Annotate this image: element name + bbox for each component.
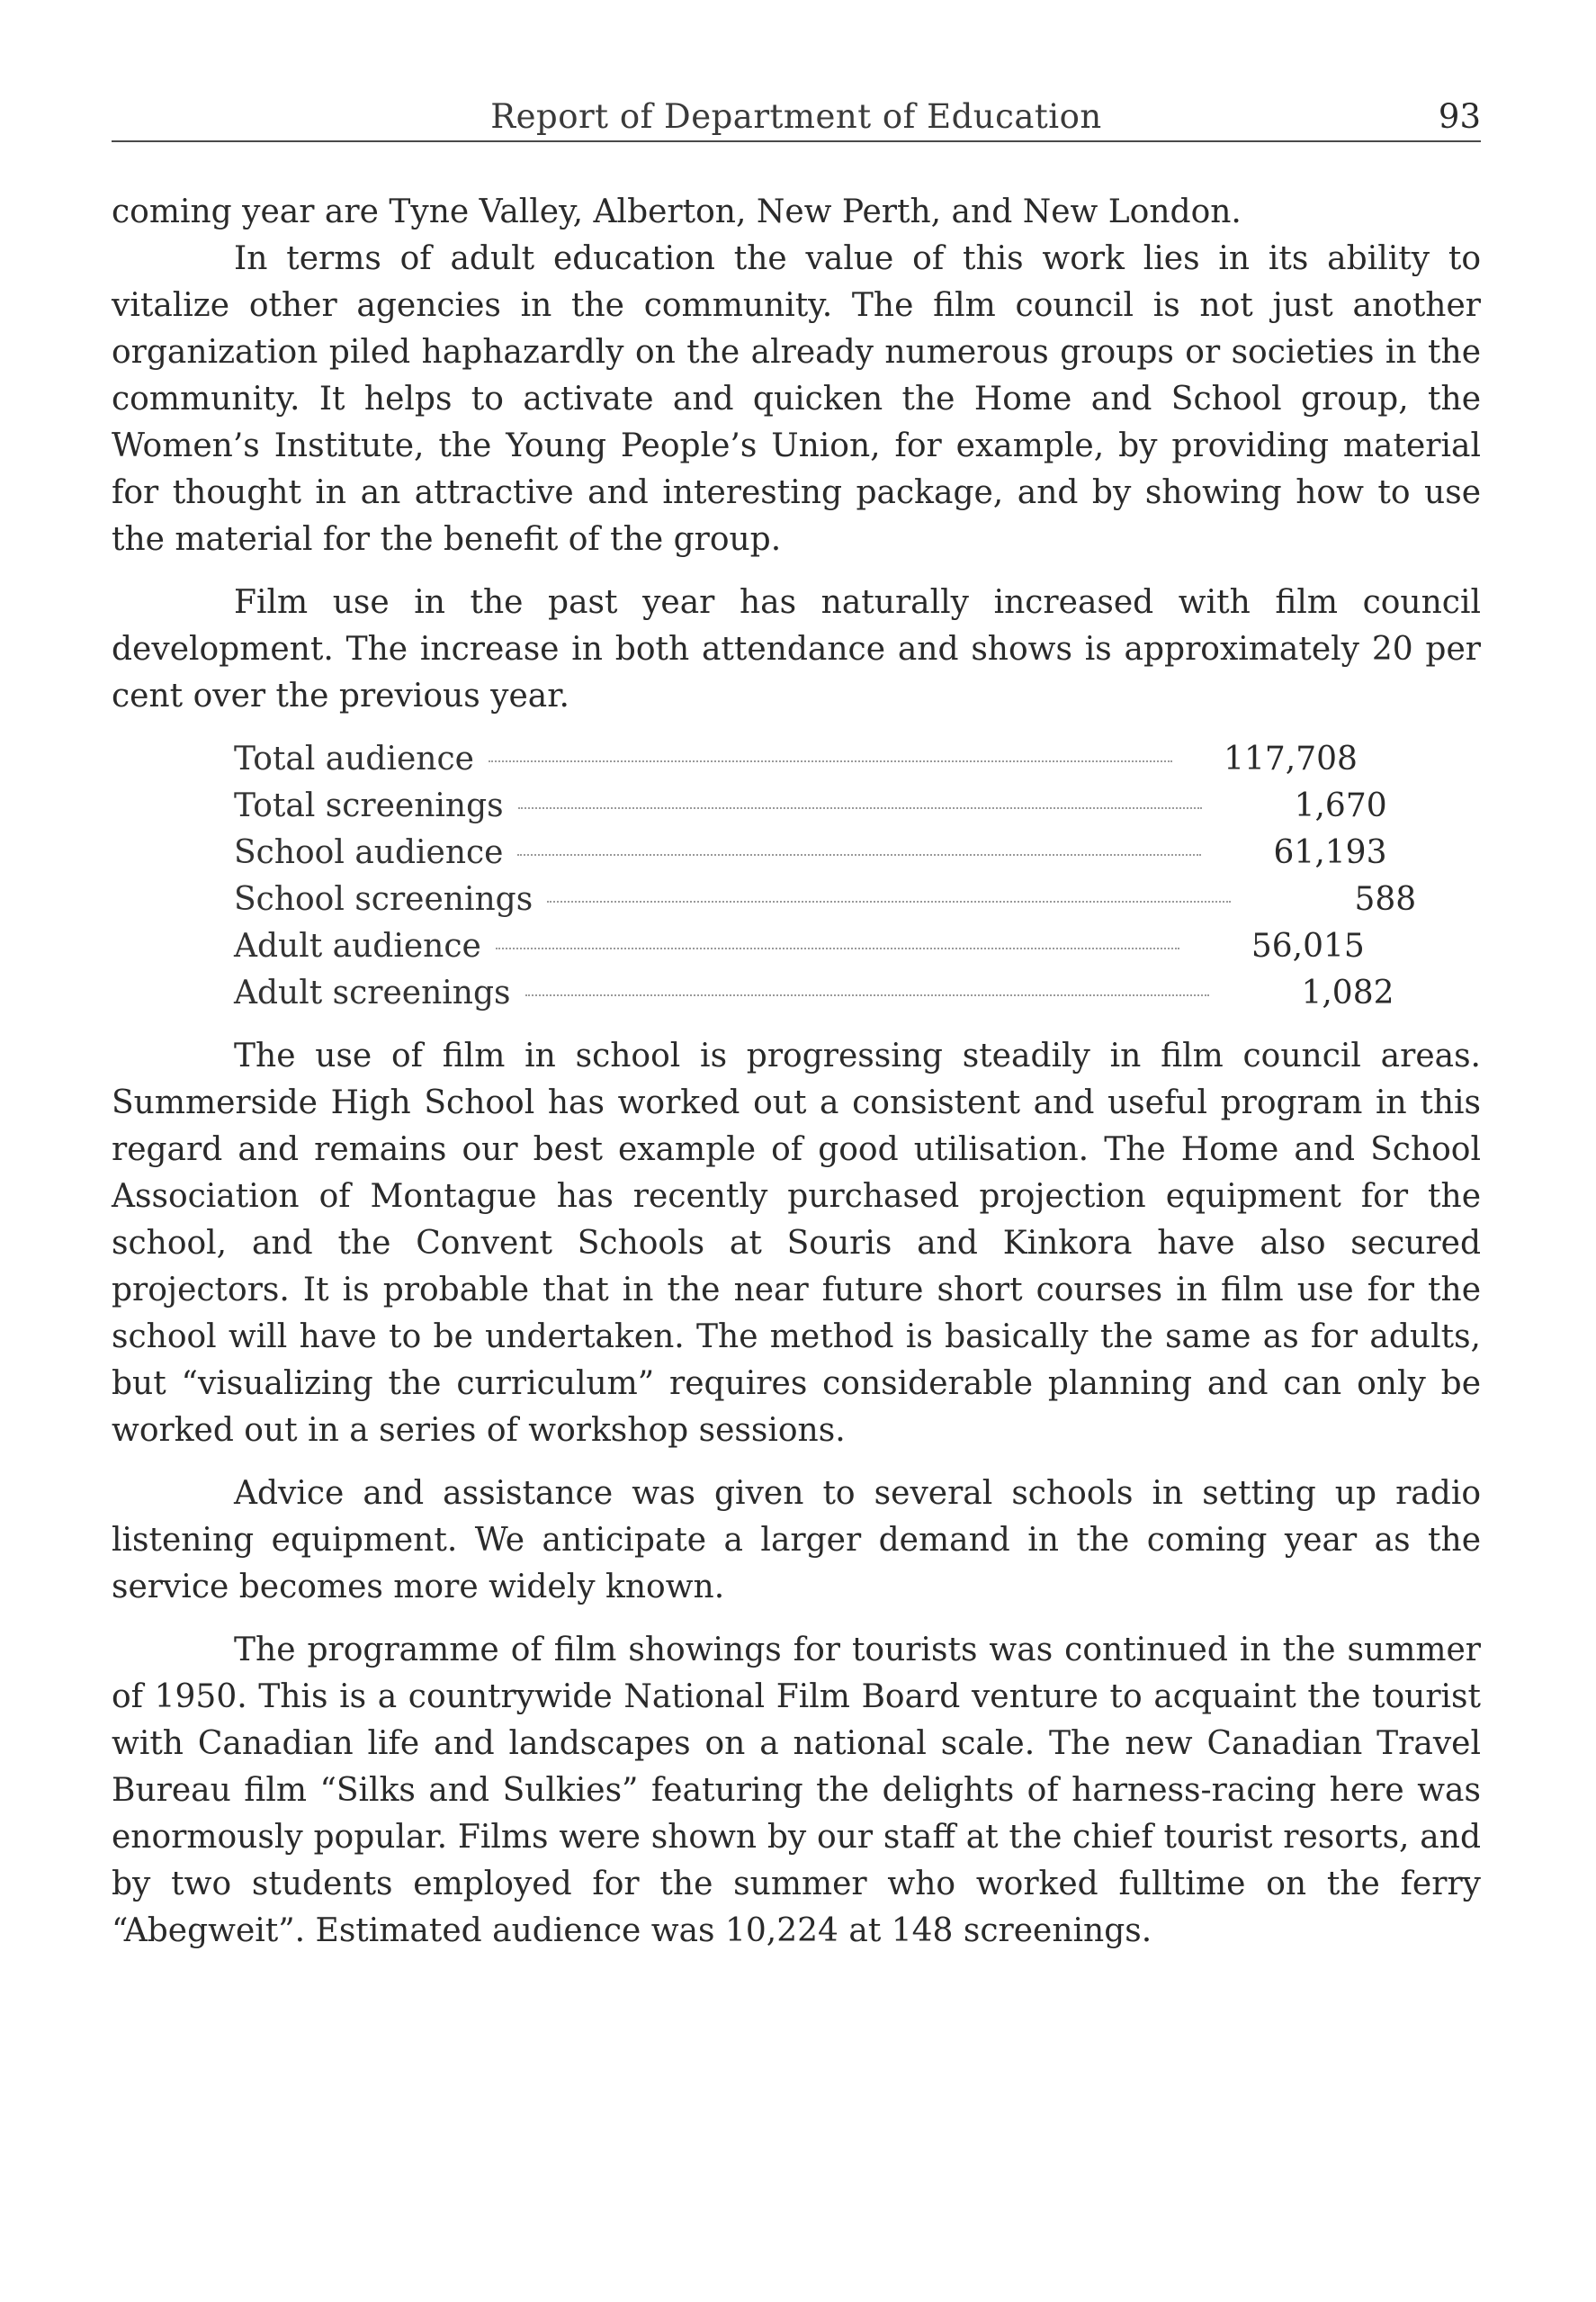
- dot-leader: [496, 948, 1179, 949]
- dot-leader: [518, 807, 1202, 809]
- paragraph-film-use: Film use in the past year has naturally increased with film council development. The increase in both attendance and shows is approximately 20 per cent over the previous year.: [112, 584, 1481, 715]
- stat-value: 61,193: [1273, 834, 1387, 871]
- stat-value: 1,670: [1294, 787, 1387, 824]
- stat-row: [234, 970, 1481, 1017]
- stat-label: School screenings: [234, 881, 533, 918]
- paragraph-continuation: coming year are Tyne Valley, Alberton, New Perth, and New London.: [112, 193, 1242, 230]
- running-header: [112, 95, 1481, 142]
- statistics-table: [234, 736, 1481, 1017]
- paragraph-film-in-school: The use of film in school is progressing steadily in film council areas. Summerside High School has worked out a consistent and useful program in this regard and remains our best example of good utilisation. The Home and School Association of Montague has recently purchased projection equipment for the school, and the Convent Schools at Souris and Kinkora have also secured projectors. It is probable that in the near future short courses in film use for the school will have to be undertaken. The method is basically the same as for adults, but “visualizing the curriculum” requires considerable planning and can only be worked out in a series of workshop sessions.: [112, 1038, 1481, 1449]
- page-number: 93: [1438, 97, 1481, 136]
- stat-label: Total screenings: [234, 787, 504, 824]
- body-text: [112, 189, 1481, 1955]
- stat-row: [234, 830, 1481, 877]
- stat-row: [234, 736, 1481, 783]
- stat-label: Adult audience: [234, 928, 481, 965]
- stat-value: 56,015: [1251, 928, 1365, 965]
- stat-value: 117,708: [1224, 741, 1358, 778]
- running-title: Report of Department of Education: [490, 97, 1102, 136]
- dot-leader: [489, 760, 1172, 762]
- paragraph-adult-education: In terms of adult education the value of this work lies in its ability to vitalize other agencies in the community. The film council is not just another organization piled haphazardly on the already numerous groups or societies in the community. It helps to activate and quicken the Home and School group, the Women’s Institute, the Young People’s Union, for example, by providing material for thought in an attractive and interesting package, and by showing how to use the material for the benefit of the group.: [112, 240, 1481, 558]
- stat-value: 588: [1354, 881, 1417, 918]
- stat-row: [234, 783, 1481, 830]
- dot-leader: [525, 994, 1209, 996]
- dot-leader: [547, 901, 1231, 903]
- paragraph-tourist-showings: The programme of film showings for tourists was continued in the summer of 1950. This is a countrywide National Film Board venture to acquaint the tourist with Canadian life and landscapes on a national scale. The new Canadian Travel Bureau film “Silks and Sulkies” featuring the delights of harness-racing here was enormously popular. Films were shown by our staff at the chief tourist resorts, and by two students employed for the summer who worked fulltime on the ferry “Abegweit”. Estimated audience was 10,224 at 148 screenings.: [112, 1632, 1481, 1949]
- stat-value: 1,082: [1301, 975, 1394, 1012]
- paragraph-radio-equipment: Advice and assistance was given to several schools in setting up radio listening equipment. We anticipate a larger demand in the coming year as the service becomes more widely known.: [112, 1475, 1481, 1605]
- stat-label: Adult screenings: [234, 975, 511, 1012]
- dot-leader: [517, 854, 1201, 856]
- stat-row: [234, 923, 1481, 970]
- stat-label: School audience: [234, 834, 504, 871]
- stat-label: Total audience: [234, 741, 474, 778]
- stat-row: [234, 877, 1481, 923]
